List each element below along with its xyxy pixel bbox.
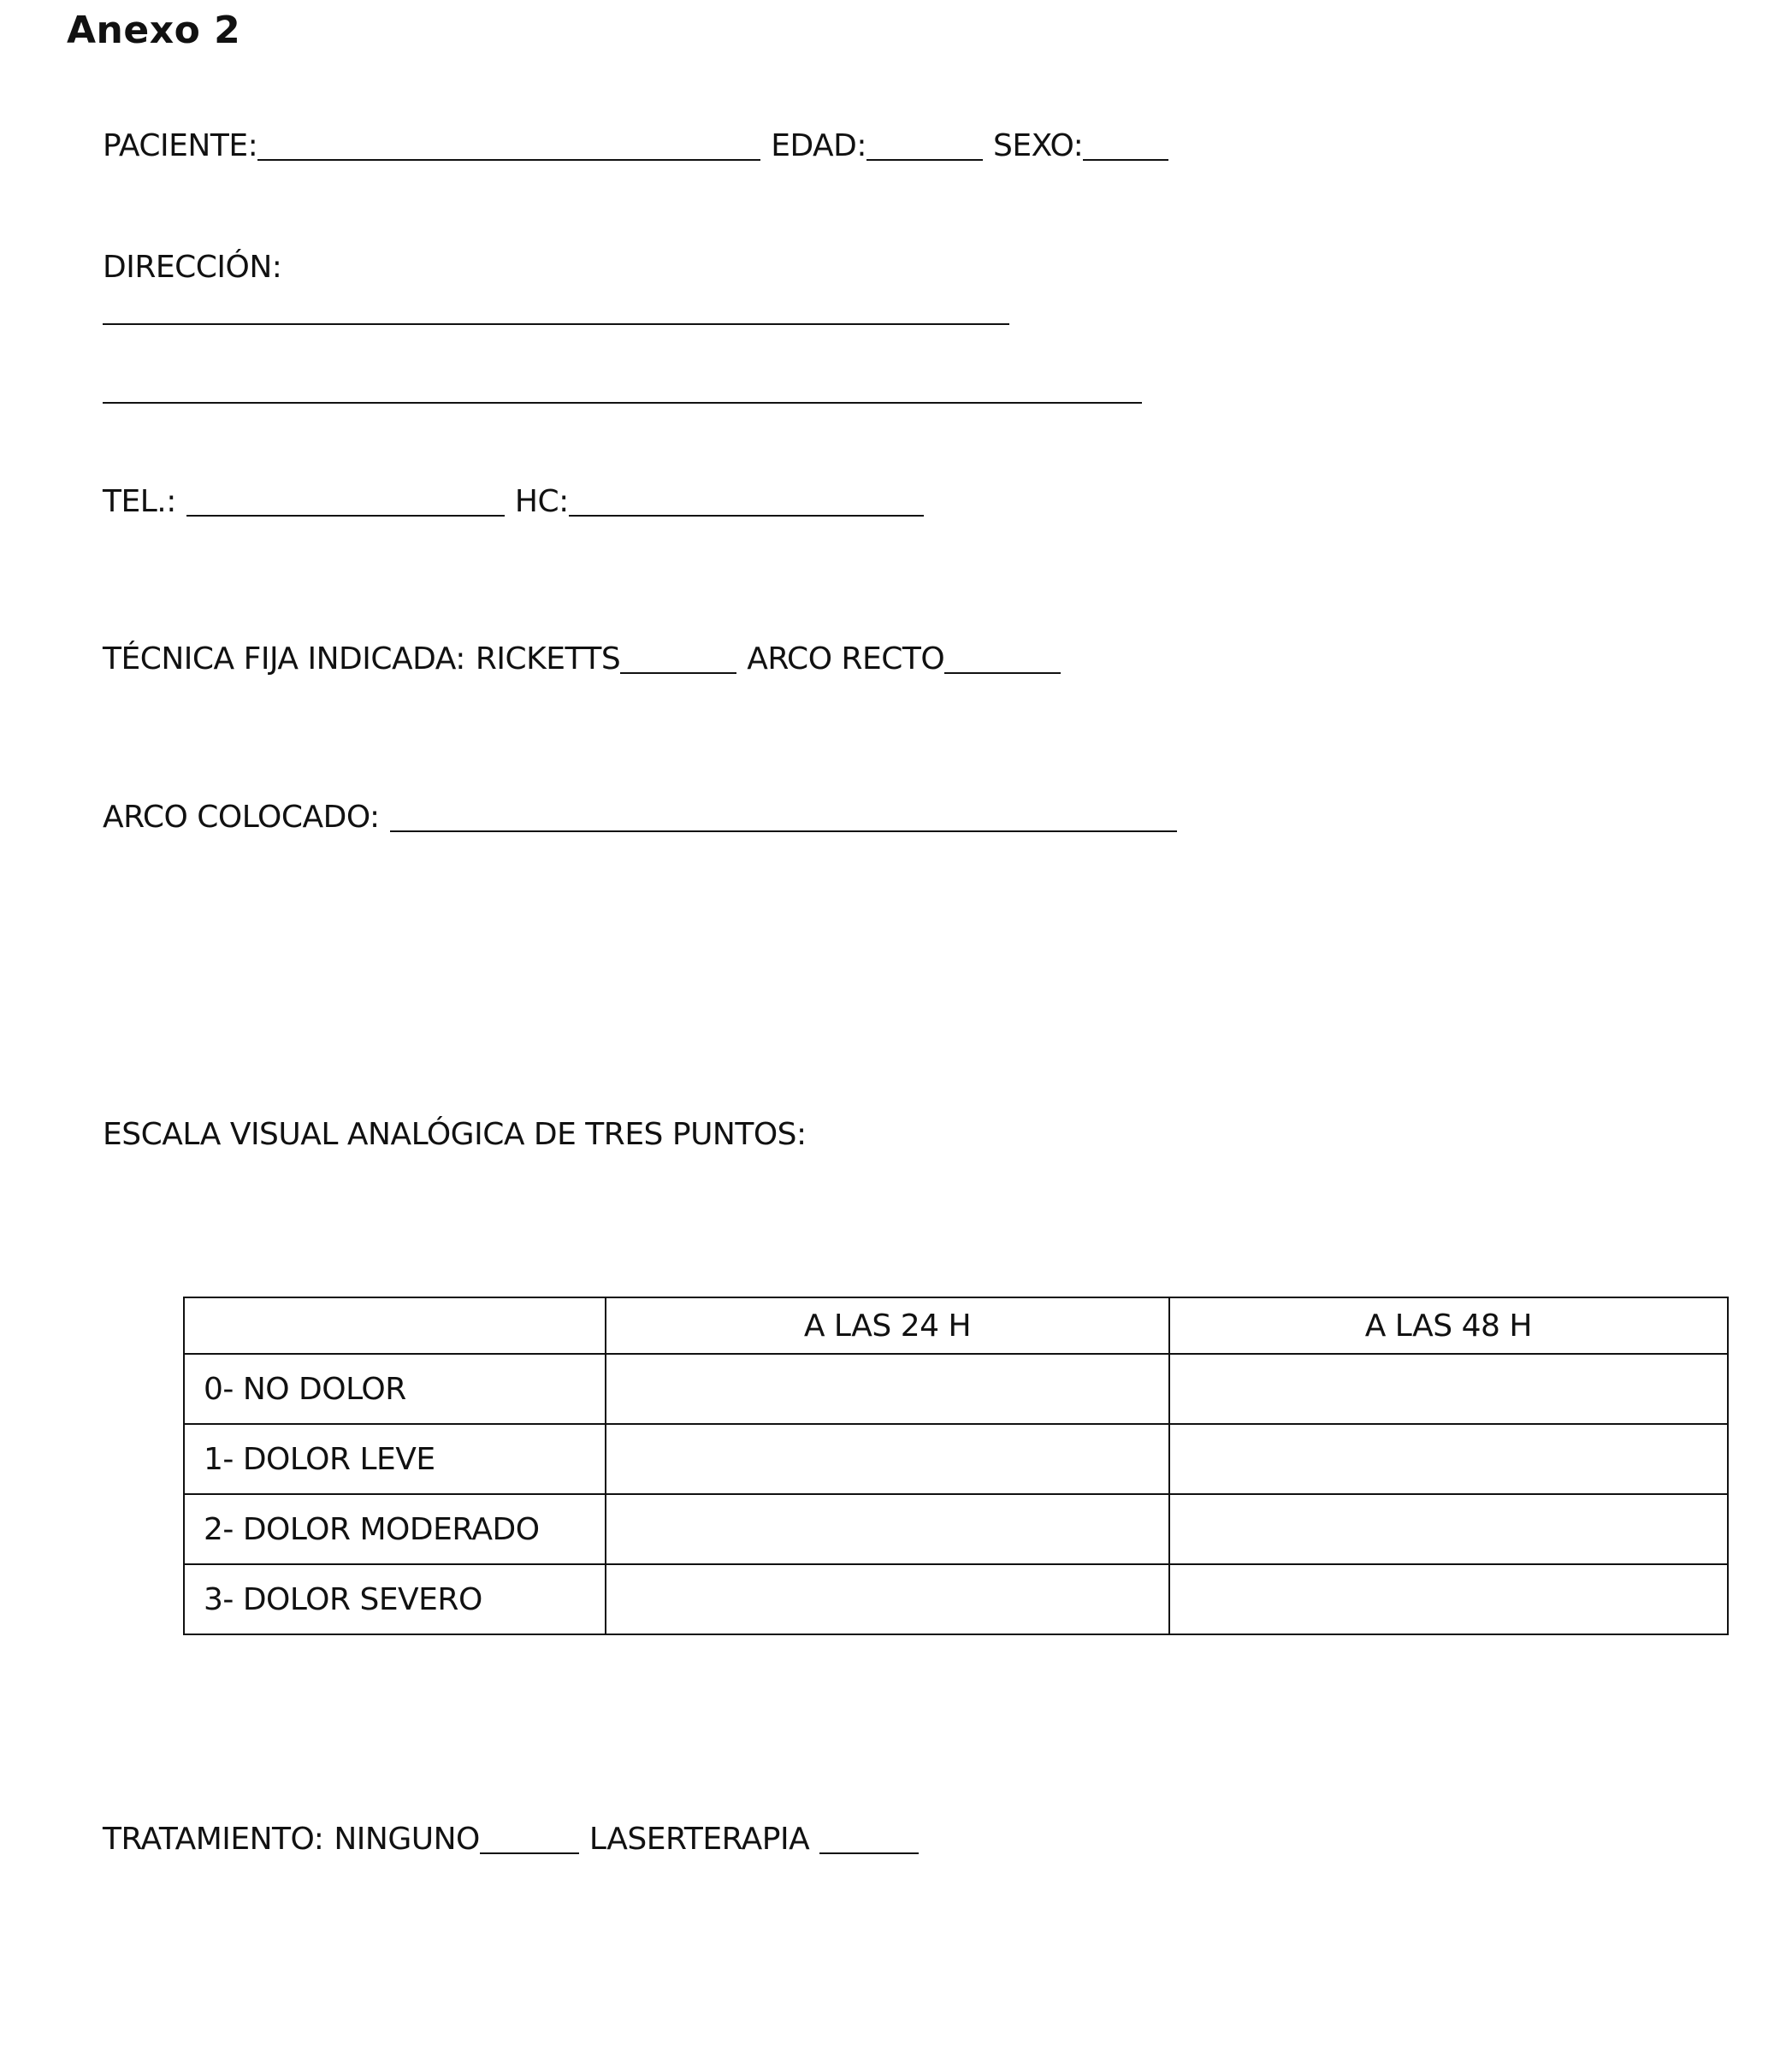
- row-label: 2- DOLOR MODERADO: [184, 1494, 606, 1564]
- ninguno-field[interactable]: [480, 1822, 579, 1854]
- direccion-field-line-2[interactable]: [103, 402, 1142, 404]
- table-cell[interactable]: [606, 1564, 1168, 1634]
- arco-recto-field[interactable]: [944, 641, 1061, 674]
- tel-label: TEL.:: [103, 484, 176, 519]
- table-header-row: [184, 1297, 1728, 1354]
- arco-colocado-label: ARCO COLOCADO:: [103, 800, 380, 835]
- laserterapia-field[interactable]: [819, 1822, 919, 1854]
- hc-field[interactable]: [569, 484, 924, 517]
- sexo-field[interactable]: [1083, 128, 1168, 161]
- table-cell[interactable]: [1169, 1494, 1728, 1564]
- tecnica-option-arco-recto: ARCO RECTO: [747, 641, 945, 676]
- tecnica-option-ricketts: RICKETTS: [475, 641, 621, 676]
- paciente-field[interactable]: [257, 128, 760, 161]
- ricketts-field[interactable]: [620, 641, 736, 674]
- escala-heading: ESCALA VISUAL ANALÓGICA DE TRES PUNTOS:: [103, 1117, 807, 1152]
- table-cell[interactable]: [606, 1354, 1168, 1424]
- direccion-label: DIRECCIÓN:: [103, 250, 282, 285]
- table-header-cell: A LAS 48 H: [1169, 1297, 1728, 1354]
- sexo-label: SEXO:: [993, 128, 1084, 163]
- edad-label: EDAD:: [771, 128, 867, 163]
- table-header-cell: A LAS 24 H: [606, 1297, 1168, 1354]
- hc-label: HC:: [514, 484, 569, 519]
- pain-scale-table: [183, 1297, 1729, 1635]
- table-row: [184, 1564, 1728, 1634]
- arco-colocado-field[interactable]: [390, 800, 1177, 832]
- direccion-field-line-1[interactable]: [103, 323, 1009, 325]
- table-row: [184, 1424, 1728, 1494]
- tecnica-line: [103, 641, 1061, 676]
- patient-line: [103, 128, 1168, 163]
- tratamiento-line: [103, 1822, 919, 1857]
- table-cell[interactable]: [1169, 1424, 1728, 1494]
- row-label: 1- DOLOR LEVE: [184, 1424, 606, 1494]
- paciente-label: PACIENTE:: [103, 128, 258, 163]
- tel-field[interactable]: [186, 484, 505, 517]
- tratamiento-option-laserterapia: LASERTERAPIA: [588, 1822, 810, 1857]
- table-cell[interactable]: [1169, 1354, 1728, 1424]
- tecnica-label: TÉCNICA FIJA INDICADA:: [103, 641, 465, 676]
- table-row: [184, 1494, 1728, 1564]
- arco-colocado-line: [103, 800, 1177, 835]
- tel-hc-line: [103, 484, 924, 519]
- table-cell[interactable]: [606, 1494, 1168, 1564]
- table-cell[interactable]: [606, 1424, 1168, 1494]
- table-cell[interactable]: [1169, 1564, 1728, 1634]
- row-label: 0- NO DOLOR: [184, 1354, 606, 1424]
- table-header-cell: [184, 1297, 606, 1354]
- page-title: Anexo 2: [67, 9, 241, 52]
- table-row: [184, 1354, 1728, 1424]
- edad-field[interactable]: [866, 128, 983, 161]
- tratamiento-label: TRATAMIENTO:: [103, 1822, 324, 1857]
- row-label: 3- DOLOR SEVERO: [184, 1564, 606, 1634]
- tratamiento-option-ninguno: NINGUNO: [334, 1822, 480, 1857]
